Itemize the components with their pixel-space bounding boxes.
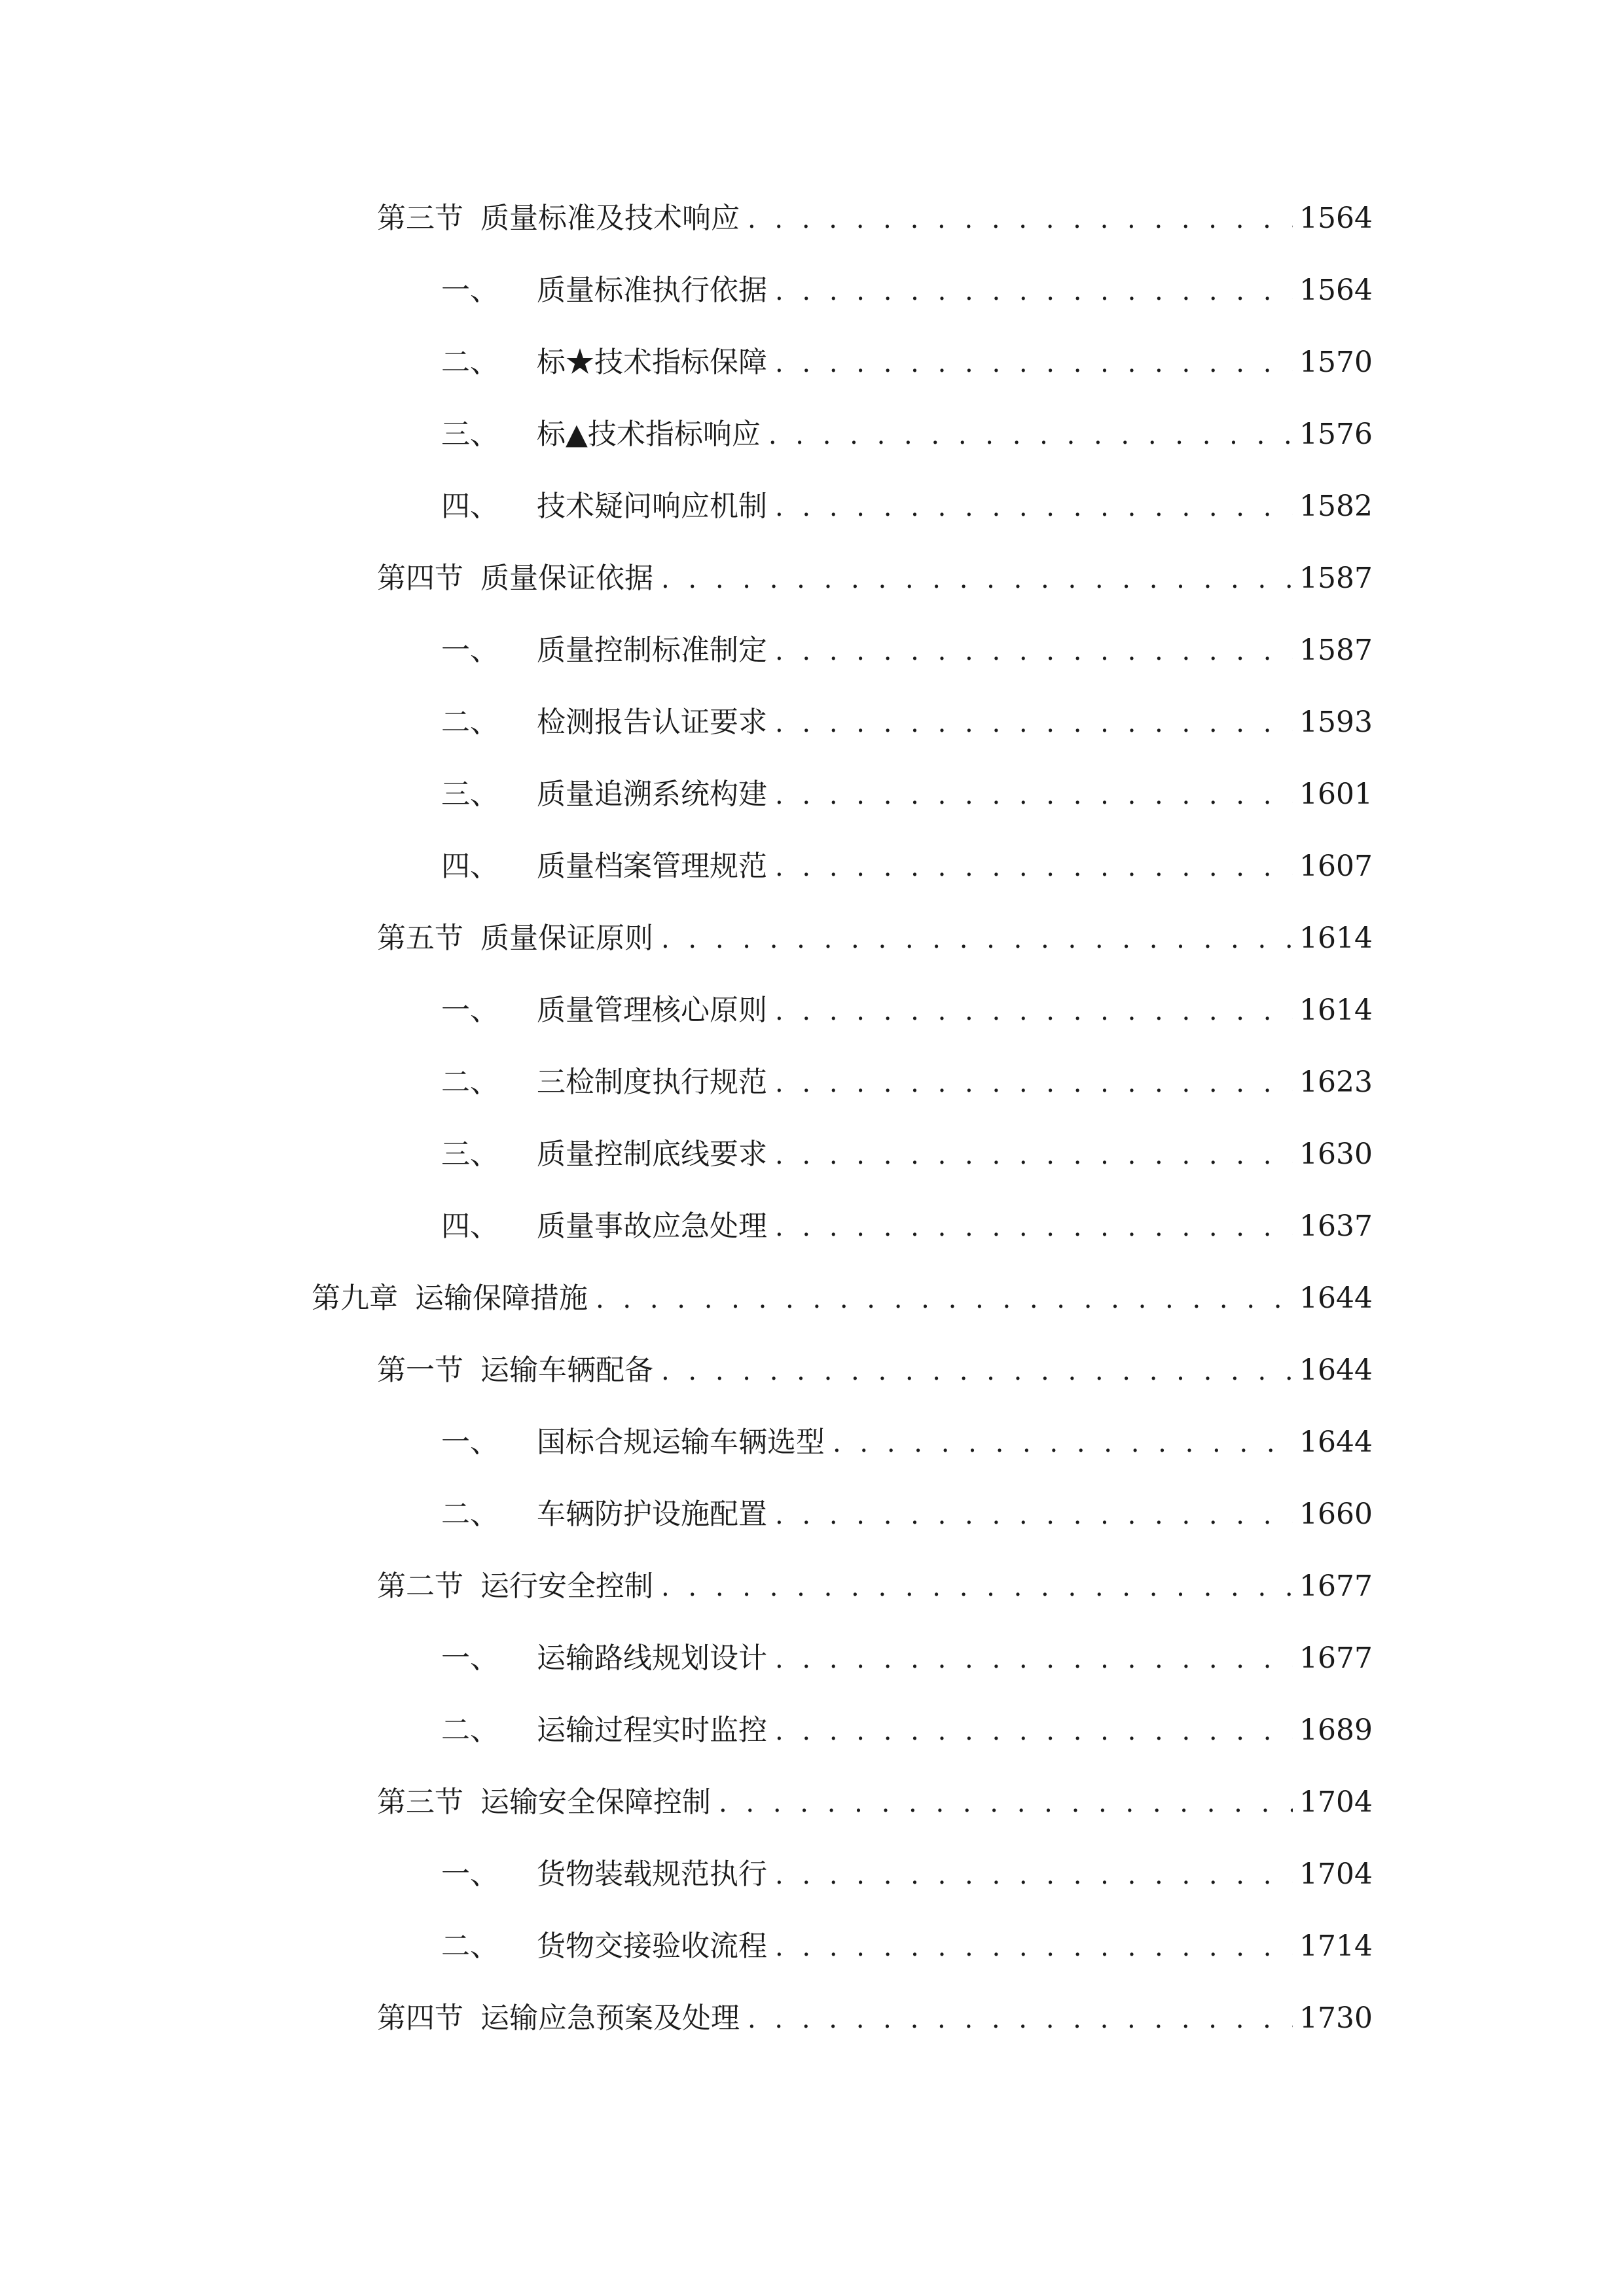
page-number: 1623	[1299, 1066, 1373, 1099]
toc-entry-item[interactable]	[441, 1200, 1373, 1253]
dot-leader	[775, 1705, 1293, 1757]
entry-title: 运输路线规划设计	[537, 1641, 767, 1675]
toc-entry-item[interactable]	[441, 768, 1373, 821]
entry-label: 二、	[441, 706, 499, 739]
entry-label: 一、	[441, 1857, 499, 1891]
page-number: 1714	[1299, 1929, 1373, 1963]
entry-title: 货物装载规范执行	[537, 1857, 767, 1891]
entry-title: 国标合规运输车辆选型	[537, 1426, 825, 1459]
entry-label: 第一节	[377, 1354, 463, 1387]
dot-leader	[775, 1201, 1293, 1253]
dot-leader	[719, 1777, 1293, 1829]
dot-leader	[775, 697, 1293, 749]
toc-entry-section[interactable]	[377, 192, 1373, 245]
toc-entry-section[interactable]	[377, 912, 1373, 965]
entry-label: 第三节	[377, 1785, 463, 1819]
entry-label: 二、	[441, 1713, 499, 1747]
entry-label: 第四节	[377, 562, 463, 595]
page-number: 1677	[1299, 1641, 1373, 1675]
toc-entry-item[interactable]	[441, 1704, 1373, 1757]
page-number: 1730	[1299, 2001, 1373, 2035]
entry-label: 一、	[441, 274, 499, 307]
page-number: 1660	[1299, 1498, 1373, 1531]
page-number: 1630	[1299, 1138, 1373, 1171]
toc-entry-item[interactable]	[441, 1488, 1373, 1541]
entry-label: 一、	[441, 994, 499, 1027]
page-number: 1570	[1299, 346, 1373, 379]
page-number: 1607	[1299, 850, 1373, 883]
toc-entry-section[interactable]	[377, 1992, 1373, 2045]
entry-title: 运输车辆配备	[480, 1354, 653, 1387]
toc-entry-item[interactable]	[441, 408, 1373, 461]
page-number: 1614	[1299, 922, 1373, 955]
toc-entry-item[interactable]	[441, 336, 1373, 389]
entry-title: 运输应急预案及处理	[480, 2001, 740, 2035]
entry-title: 运输过程实时监控	[537, 1713, 767, 1747]
toc-entry-item[interactable]	[441, 840, 1373, 893]
entry-title: 运输安全保障控制	[480, 1785, 711, 1819]
toc-entry-section[interactable]	[377, 1776, 1373, 1829]
entry-label: 四、	[441, 490, 499, 523]
entry-title: 质量控制底线要求	[537, 1138, 767, 1171]
dot-leader	[775, 769, 1293, 821]
page-number: 1704	[1299, 1857, 1373, 1891]
entry-title: 三检制度执行规范	[537, 1066, 767, 1099]
entry-title: 技术疑问响应机制	[537, 490, 767, 523]
entry-label: 四、	[441, 850, 499, 883]
dot-leader	[596, 1273, 1293, 1325]
page-number: 1677	[1299, 1570, 1373, 1603]
entry-label: 第四节	[377, 2001, 463, 2035]
dot-leader	[775, 841, 1293, 893]
dot-leader	[775, 985, 1293, 1037]
page-number: 1582	[1299, 490, 1373, 523]
dot-leader	[775, 265, 1293, 317]
entry-title: 货物交接验收流程	[537, 1929, 767, 1963]
entry-title: 质量控制标准制定	[537, 634, 767, 667]
page-number: 1601	[1299, 778, 1373, 811]
entry-label: 一、	[441, 1641, 499, 1675]
entry-label: 二、	[441, 1498, 499, 1531]
dot-leader	[833, 1417, 1293, 1469]
entry-label: 第五节	[377, 922, 463, 955]
entry-label: 三、	[441, 778, 499, 811]
page-number: 1689	[1299, 1713, 1373, 1747]
page-number: 1614	[1299, 994, 1373, 1027]
toc-entry-section[interactable]	[377, 1344, 1373, 1397]
entry-title: 运输保障措施	[415, 1282, 588, 1315]
toc-entry-item[interactable]	[441, 984, 1373, 1037]
page-number: 1644	[1299, 1282, 1373, 1315]
entry-title: 质量管理核心原则	[537, 994, 767, 1027]
entry-label: 二、	[441, 1066, 499, 1099]
toc-entry-chapter[interactable]	[312, 1272, 1373, 1325]
entry-title: 运行安全控制	[480, 1570, 653, 1603]
entry-label: 四、	[441, 1210, 499, 1243]
page-number: 1593	[1299, 706, 1373, 739]
entry-label: 二、	[441, 346, 499, 379]
dot-leader	[775, 625, 1293, 677]
entry-title: 标▲技术指标响应	[537, 418, 761, 451]
dot-leader	[768, 409, 1293, 461]
entry-label: 三、	[441, 1138, 499, 1171]
toc-entry-section[interactable]	[377, 552, 1373, 605]
entry-label: 二、	[441, 1929, 499, 1963]
entry-title: 标★技术指标保障	[537, 346, 767, 379]
entry-label: 第九章	[312, 1282, 398, 1315]
entry-label: 一、	[441, 634, 499, 667]
page-number: 1576	[1299, 418, 1373, 451]
entry-label: 第二节	[377, 1570, 463, 1603]
entry-label: 第三节	[377, 202, 463, 235]
entry-title: 质量追溯系统构建	[537, 778, 767, 811]
entry-title: 质量事故应急处理	[537, 1210, 767, 1243]
toc-entry-item[interactable]	[441, 264, 1373, 317]
page-number: 1564	[1299, 202, 1373, 235]
toc-entry-item[interactable]	[441, 1632, 1373, 1685]
entry-title: 质量保证原则	[480, 922, 653, 955]
page-number: 1704	[1299, 1785, 1373, 1819]
entry-title: 车辆防护设施配置	[537, 1498, 767, 1531]
entry-title: 质量标准执行依据	[537, 274, 767, 307]
page-number: 1587	[1299, 634, 1373, 667]
toc-entry-item[interactable]	[441, 480, 1373, 533]
toc-entry-item[interactable]	[441, 696, 1373, 749]
dot-leader	[661, 1561, 1293, 1613]
dot-leader	[775, 1057, 1293, 1109]
page-number: 1644	[1299, 1354, 1373, 1387]
page-number: 1587	[1299, 562, 1373, 595]
dot-leader	[775, 337, 1293, 389]
dot-leader	[748, 193, 1293, 245]
entry-label: 一、	[441, 1426, 499, 1459]
dot-leader	[775, 1489, 1293, 1541]
page-number: 1637	[1299, 1210, 1373, 1243]
entry-title: 质量保证依据	[480, 562, 653, 595]
dot-leader	[775, 1129, 1293, 1181]
toc-entry-item[interactable]	[441, 1128, 1373, 1181]
toc-entry-item[interactable]	[441, 1056, 1373, 1109]
entry-label: 三、	[441, 418, 499, 451]
entry-title: 质量标准及技术响应	[480, 202, 740, 235]
dot-leader	[748, 1993, 1293, 2045]
toc-entry-item[interactable]	[441, 624, 1373, 677]
dot-leader	[775, 1921, 1293, 1973]
toc-entry-item[interactable]	[441, 1848, 1373, 1901]
toc-entry-item[interactable]	[441, 1920, 1373, 1973]
dot-leader	[661, 1345, 1293, 1397]
dot-leader	[775, 1633, 1293, 1685]
dot-leader	[661, 553, 1293, 605]
dot-leader	[661, 913, 1293, 965]
toc-entry-item[interactable]	[441, 1416, 1373, 1469]
toc-entry-section[interactable]	[377, 1560, 1373, 1613]
entry-title: 检测报告认证要求	[537, 706, 767, 739]
dot-leader	[775, 481, 1293, 533]
entry-title: 质量档案管理规范	[537, 850, 767, 883]
page-number: 1564	[1299, 274, 1373, 307]
page-number: 1644	[1299, 1426, 1373, 1459]
dot-leader	[775, 1849, 1293, 1901]
